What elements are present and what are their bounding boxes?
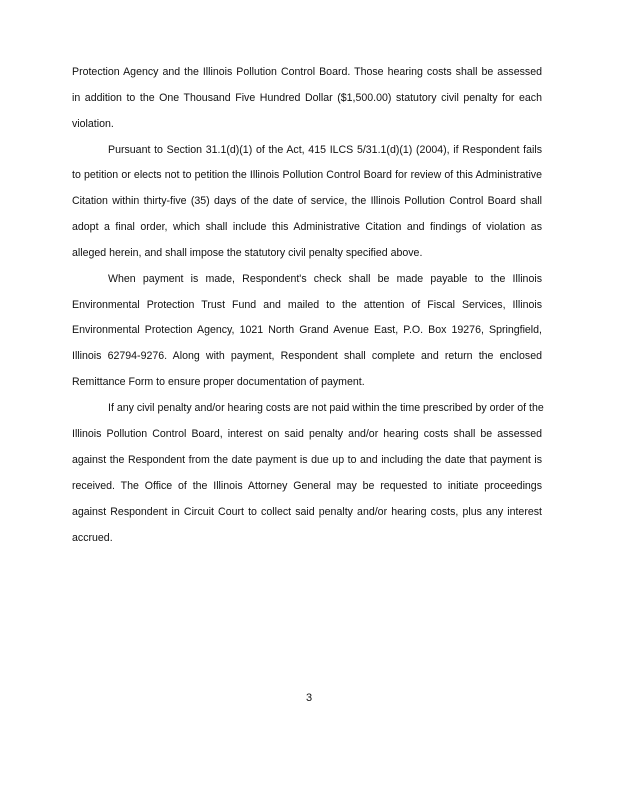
text-line: Illinois Pollution Control Board, interest on said penalty and/or hearing costs shall be assessed (72, 428, 542, 440)
text-line: Protection Agency and the Illinois Pollution Control Board. Those hearing costs shall be assessed (72, 66, 542, 78)
text-line: If any civil penalty and/or hearing costs are not paid within the time prescribed by order of the (108, 402, 544, 414)
text-line: violation. (72, 118, 114, 130)
text-line: When payment is made, Respondent's check shall be made payable to the Illinois (108, 273, 542, 285)
page-number: 3 (305, 692, 313, 704)
text-line: accrued. (72, 532, 113, 544)
text-line: to petition or elects not to petition the Illinois Pollution Control Board for review of this Administrative (72, 169, 542, 181)
text-line: alleged herein, and shall impose the statutory civil penalty specified above. (72, 247, 423, 259)
text-line: Environmental Protection Agency, 1021 North Grand Avenue East, P.O. Box 19276, Springfield, (72, 324, 542, 336)
text-line: Illinois 62794-9276. Along with payment, Respondent shall complete and return the enclosed (72, 350, 542, 362)
text-line: Citation within thirty-five (35) days of the date of service, the Illinois Pollution Control Board shall (72, 195, 542, 207)
text-line: in addition to the One Thousand Five Hundred Dollar ($1,500.00) statutory civil penalty for each (72, 92, 542, 104)
text-line: Environmental Protection Trust Fund and mailed to the attention of Fiscal Services, Illinois (72, 299, 542, 311)
text-line: Remittance Form to ensure proper documentation of payment. (72, 376, 365, 388)
text-line: adopt a final order, which shall include this Administrative Citation and findings of violation as (72, 221, 542, 233)
text-line: received. The Office of the Illinois Attorney General may be requested to initiate proceedings (72, 480, 542, 492)
text-line: against Respondent in Circuit Court to collect said penalty and/or hearing costs, plus any interest (72, 506, 542, 518)
text-line: Pursuant to Section 31.1(d)(1) of the Act, 415 ILCS 5/31.1(d)(1) (2004), if Respondent fails (108, 144, 542, 156)
text-line: against the Respondent from the date payment is due up to and including the date that payment is (72, 454, 542, 466)
